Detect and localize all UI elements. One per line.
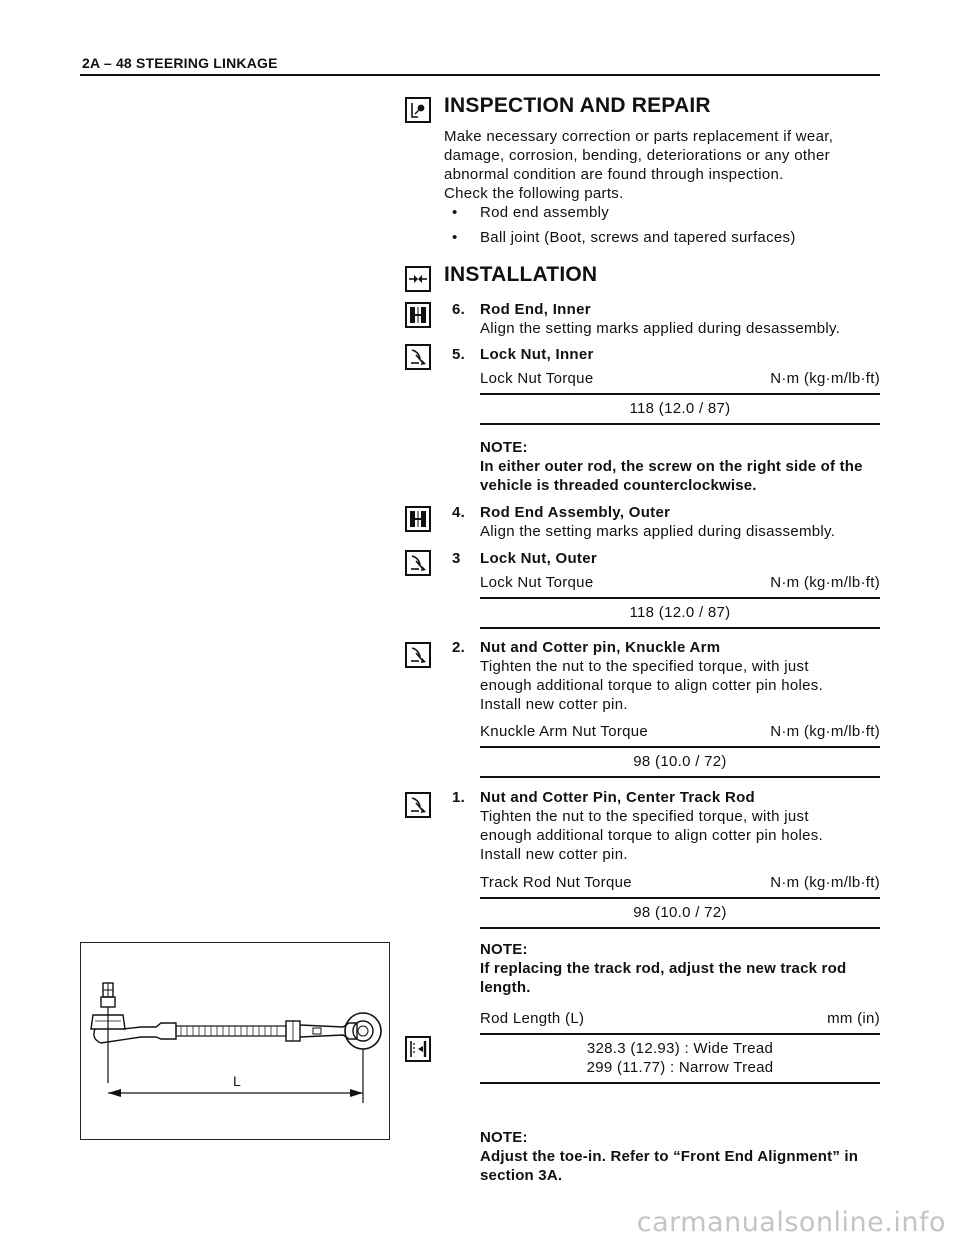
alignment-mark-icon bbox=[405, 506, 431, 532]
step-4 bbox=[452, 503, 880, 541]
note-track-rod bbox=[480, 940, 880, 997]
torque-icon bbox=[405, 344, 431, 370]
track-rod-figure bbox=[80, 942, 390, 1140]
torque-spec-table bbox=[480, 722, 880, 778]
installation-icon bbox=[405, 266, 431, 292]
spec-value-line: 328.3 (12.93) : Wide Tread bbox=[586, 1040, 774, 1057]
step-text: Tighten the nut to the specified torque, with just bbox=[480, 658, 809, 675]
header-rule bbox=[80, 74, 880, 76]
note-title: NOTE: bbox=[480, 1129, 528, 1146]
step-number: 6. bbox=[452, 301, 466, 318]
spec-label: Lock Nut Torque bbox=[480, 574, 594, 591]
inspection-text-line: Make necessary correction or parts replacement if wear, bbox=[444, 128, 834, 145]
note-line: section 3A. bbox=[480, 1167, 563, 1184]
torque-spec-table bbox=[480, 369, 880, 425]
inspection-body bbox=[444, 127, 880, 247]
spec-label: Rod Length (L) bbox=[480, 1010, 585, 1027]
step-3 bbox=[452, 549, 880, 568]
spec-value: 118 (12.0 / 87) bbox=[480, 599, 880, 629]
spec-unit: N·m (kg·m/lb·ft) bbox=[770, 874, 880, 891]
track-rod-drawing bbox=[81, 943, 389, 1139]
note-line: length. bbox=[480, 979, 531, 996]
bullet-item: • Ball joint (Boot, screws and tapered surfaces) bbox=[444, 228, 880, 247]
note-title: NOTE: bbox=[480, 941, 528, 958]
spec-label: Knuckle Arm Nut Torque bbox=[480, 723, 649, 740]
inspection-heading: INSPECTION AND REPAIR bbox=[444, 94, 711, 117]
step-number: 4. bbox=[452, 504, 466, 521]
watermark: carmanualsonline.info bbox=[636, 1207, 946, 1238]
torque-icon bbox=[405, 642, 431, 668]
torque-spec-table bbox=[480, 573, 880, 629]
installation-heading: INSTALLATION bbox=[444, 263, 598, 286]
spec-unit: N·m (kg·m/lb·ft) bbox=[770, 370, 880, 387]
torque-spec-table bbox=[480, 873, 880, 929]
inspection-text-line: damage, corrosion, bending, deteriorations or any other bbox=[444, 147, 830, 164]
step-text: Install new cotter pin. bbox=[480, 696, 628, 713]
spec-label: Lock Nut Torque bbox=[480, 370, 594, 387]
step-number: 5. bbox=[452, 346, 466, 363]
note-line: If replacing the track rod, adjust the new track rod bbox=[480, 960, 847, 977]
spec-unit: mm (in) bbox=[827, 1010, 880, 1027]
spec-unit: N·m (kg·m/lb·ft) bbox=[770, 574, 880, 591]
inspection-text-line: Check the following parts. bbox=[444, 185, 624, 202]
step-title: Rod End, Inner bbox=[480, 301, 591, 318]
note-line: vehicle is threaded counterclockwise. bbox=[480, 477, 757, 494]
torque-icon bbox=[405, 792, 431, 818]
step-number: 3 bbox=[452, 550, 461, 567]
note-line: In either outer rod, the screw on the right side of the bbox=[480, 458, 863, 475]
spec-label: Track Rod Nut Torque bbox=[480, 874, 632, 891]
spec-value bbox=[480, 1035, 880, 1084]
step-text: Install new cotter pin. bbox=[480, 846, 628, 863]
step-text: enough additional torque to align cotter pin holes. bbox=[480, 677, 824, 694]
rod-length-spec-table bbox=[480, 1009, 880, 1084]
step-number: 2. bbox=[452, 639, 466, 656]
alignment-mark-icon bbox=[405, 302, 431, 328]
step-5 bbox=[452, 345, 880, 364]
step-2 bbox=[452, 638, 880, 714]
step-number: 1. bbox=[452, 789, 466, 806]
torque-icon bbox=[405, 550, 431, 576]
step-text: Tighten the nut to the specified torque, with just bbox=[480, 808, 809, 825]
inspection-text-line: abnormal condition are found through inspection. bbox=[444, 166, 784, 183]
step-title: Rod End Assembly, Outer bbox=[480, 504, 671, 521]
step-title: Lock Nut, Inner bbox=[480, 346, 594, 363]
measure-icon bbox=[405, 1036, 431, 1062]
spec-value-line: 299 (11.77) : Narrow Tread bbox=[586, 1059, 774, 1076]
note-line: Adjust the toe-in. Refer to “Front End Alignment” in bbox=[480, 1148, 859, 1165]
spec-value: 98 (10.0 / 72) bbox=[480, 748, 880, 778]
inspection-icon bbox=[405, 97, 431, 123]
note-title: NOTE: bbox=[480, 439, 528, 456]
note-threading bbox=[480, 438, 880, 495]
spec-value: 118 (12.0 / 87) bbox=[480, 395, 880, 425]
step-title: Nut and Cotter Pin, Center Track Rod bbox=[480, 789, 755, 806]
step-text: Align the setting marks applied during disassembly. bbox=[480, 523, 836, 540]
step-text: enough additional torque to align cotter pin holes. bbox=[480, 827, 824, 844]
spec-unit: N·m (kg·m/lb·ft) bbox=[770, 723, 880, 740]
spec-value: 98 (10.0 / 72) bbox=[480, 899, 880, 929]
step-6 bbox=[452, 300, 880, 338]
dimension-label: L bbox=[233, 1073, 241, 1089]
step-title: Nut and Cotter pin, Knuckle Arm bbox=[480, 639, 721, 656]
bullet-item: • Rod end assembly bbox=[444, 203, 880, 222]
step-text: Align the setting marks applied during desassembly. bbox=[480, 320, 841, 337]
step-1 bbox=[452, 788, 880, 864]
note-toe-in bbox=[480, 1128, 880, 1185]
page-header: 2A – 48 STEERING LINKAGE bbox=[82, 55, 278, 71]
step-title: Lock Nut, Outer bbox=[480, 550, 598, 567]
